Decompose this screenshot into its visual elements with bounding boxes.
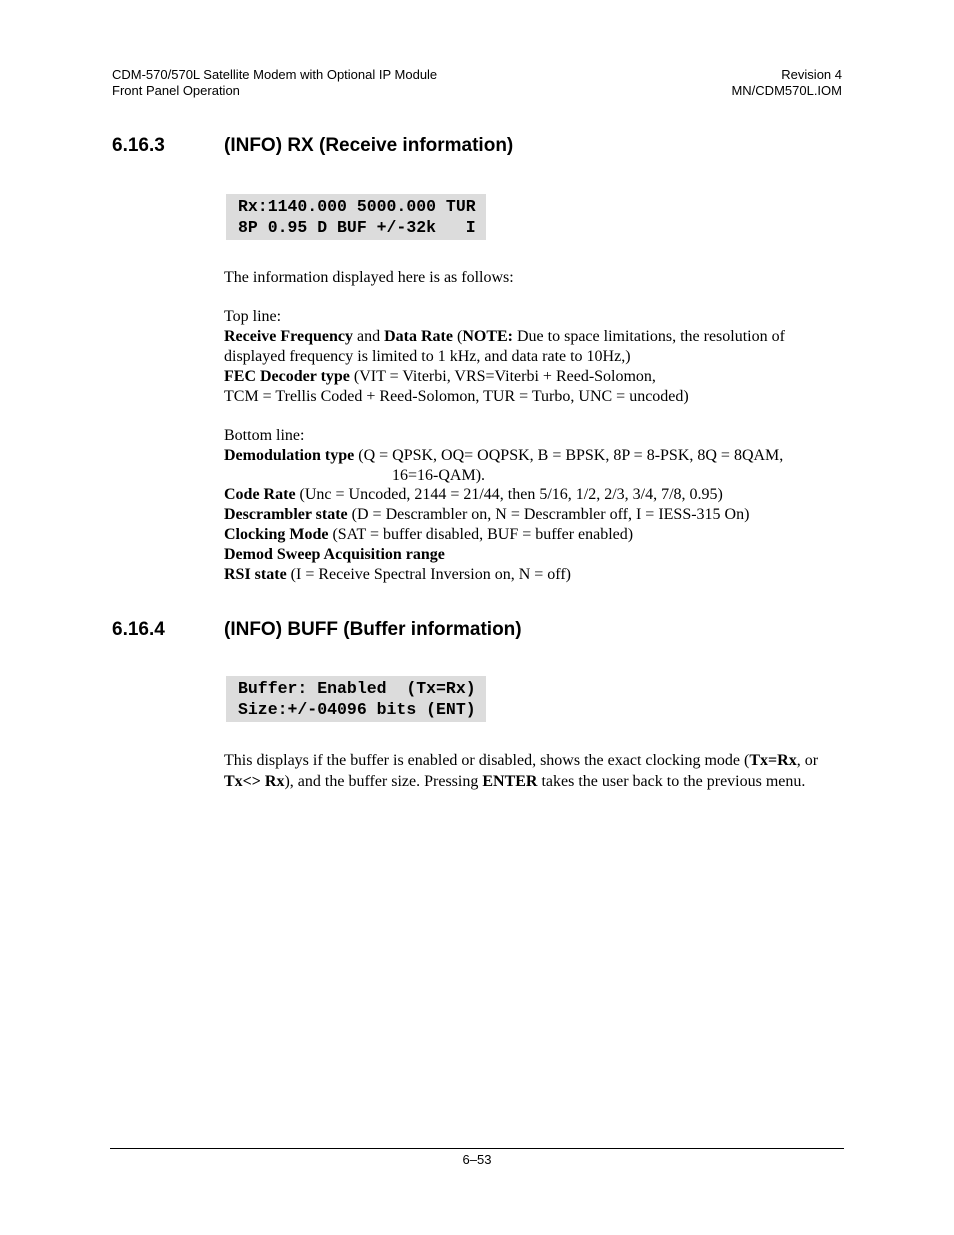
section-title: (INFO) BUFF (Buffer information) bbox=[224, 619, 522, 640]
top-line-label: Top line: bbox=[224, 308, 282, 326]
running-header-left bbox=[112, 67, 437, 99]
section-heading-buff bbox=[112, 619, 522, 641]
rsi-state-item: RSI state (I = Receive Spectral Inversion on, N = off) bbox=[224, 565, 571, 583]
page-number: 6–53 bbox=[462, 1152, 492, 1167]
chapter-title: Front Panel Operation bbox=[112, 83, 240, 98]
lcd-line-1: Buffer: Enabled (Tx=Rx) bbox=[238, 679, 476, 698]
demodulation-type-item: Demodulation type (Q = QPSK, OQ= OQPSK, B = BPSK, 8P = 8-PSK, 8Q = 8QAM, bbox=[224, 446, 784, 464]
buff-paragraph: This displays if the buffer is enabled or disabled, shows the exact clocking mode (Tx=Rx, or Tx<> Rx), and the buffer size. Pressing ENTER takes the user back to the previous menu. bbox=[224, 752, 819, 790]
code-rate-item: Code Rate (Unc = Uncoded, 2144 = 21/44, then 5/16, 1/2, 2/3, 3/4, 7/8, 0.95) bbox=[224, 486, 723, 504]
lcd-line-2: 8P 0.95 D BUF +/-32k I bbox=[238, 218, 476, 237]
lcd-line-2: Size:+/-04096 bits (ENT) bbox=[238, 700, 476, 719]
section-heading-rx bbox=[112, 135, 513, 157]
demodulation-type-item-cont: 16=16-QAM). bbox=[392, 466, 486, 484]
lcd-display-buff bbox=[226, 676, 486, 722]
descrambler-state-item: Descrambler state (D = Descrambler on, N = Descrambler off, I = IESS-315 On) bbox=[224, 506, 750, 524]
fec-decoder-item-cont: TCM = Trellis Coded + Reed-Solomon, TUR = Turbo, UNC = uncoded) bbox=[224, 387, 689, 405]
fec-decoder-item: FEC Decoder type (VIT = Viterbi, VRS=Viterbi + Reed-Solomon, bbox=[224, 367, 656, 385]
document-number: MN/CDM570L.IOM bbox=[731, 83, 842, 98]
demod-sweep-item: Demod Sweep Acquisition range bbox=[224, 545, 445, 563]
rx-description bbox=[224, 268, 830, 584]
bottom-line-label: Bottom line: bbox=[224, 426, 305, 444]
section-number: 6.16.3 bbox=[112, 135, 165, 156]
section-title: (INFO) RX (Receive information) bbox=[224, 135, 514, 156]
section-number: 6.16.4 bbox=[112, 619, 165, 640]
footer-divider bbox=[110, 1148, 844, 1149]
buff-description bbox=[224, 751, 836, 792]
document-title: CDM-570/570L Satellite Modem with Optional IP Module bbox=[112, 67, 438, 82]
lcd-line-1: Rx:1140.000 5000.000 TUR bbox=[238, 197, 476, 216]
lcd-display-rx bbox=[226, 194, 486, 240]
revision-label: Revision 4 bbox=[781, 67, 842, 82]
running-header-right bbox=[731, 67, 842, 99]
receive-frequency-item: Receive Frequency and Data Rate (NOTE: Due to space limitations, the resolution of displayed frequency is limited to 1 kHz, and data rate to 10Hz,) bbox=[224, 328, 785, 365]
clocking-mode-item: Clocking Mode (SAT = buffer disabled, BUF = buffer enabled) bbox=[224, 525, 634, 543]
intro-text: The information displayed here is as follows: bbox=[224, 269, 514, 286]
